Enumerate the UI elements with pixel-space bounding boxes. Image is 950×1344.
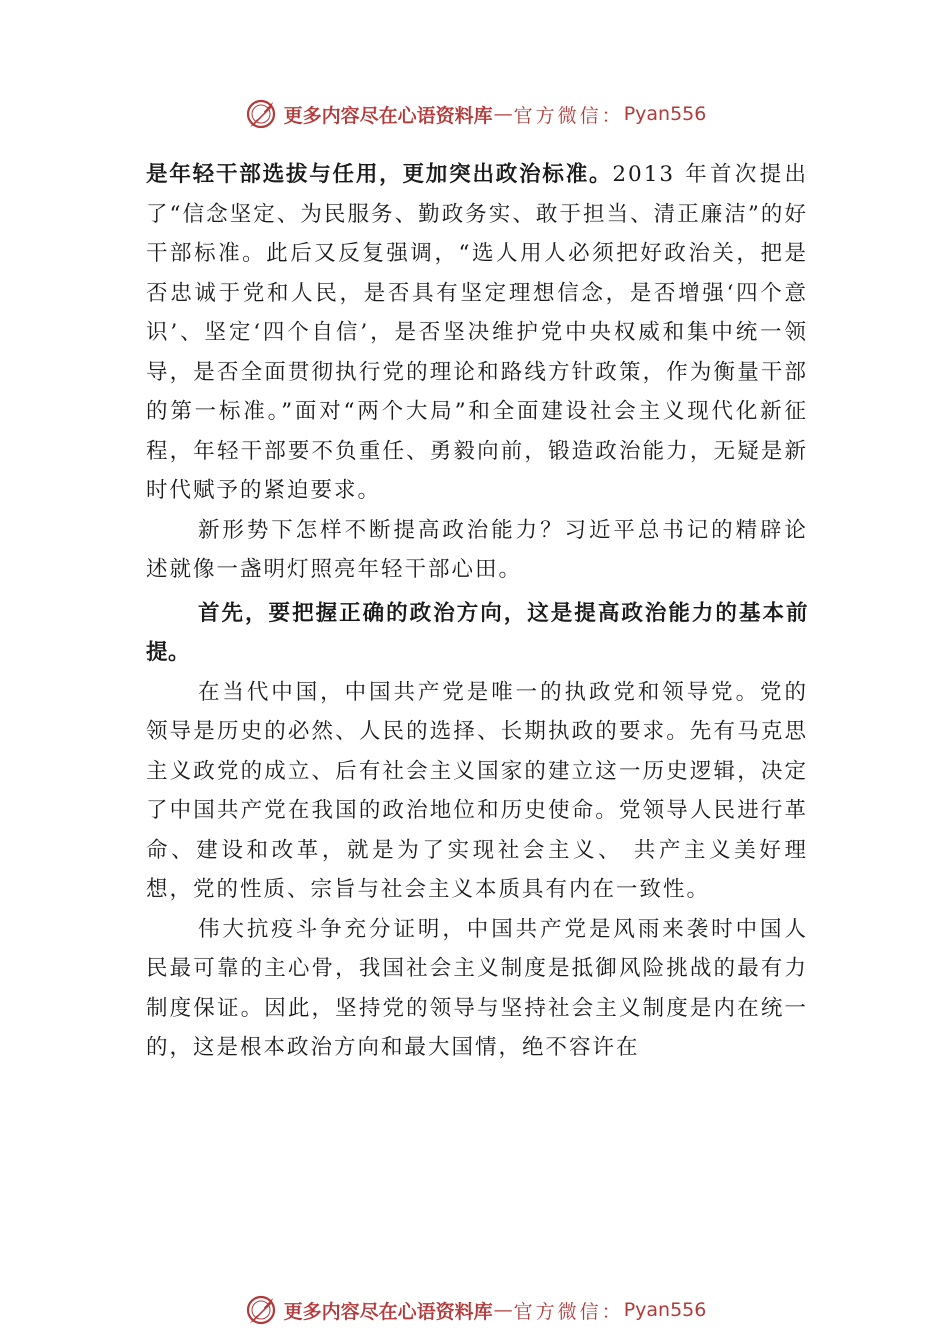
watermark-brand: 更多内容尽在心语资料库 bbox=[283, 1300, 493, 1323]
paragraph-1 bbox=[146, 155, 808, 511]
watermark-wechat-label: 官方微信： bbox=[513, 1300, 624, 1323]
paragraph-2: 新形势下怎样不断提高政治能力？习近平总书记的精辟论述就像一盏明灯照亮年轻干部心田。 bbox=[146, 517, 808, 582]
watermark-wechat-id: Pyan556 bbox=[623, 103, 707, 125]
quill-logo-icon bbox=[244, 1293, 278, 1327]
paragraph-1-text: 2013 年首次提出了“信念坚定、为民服务、勤政务实、敢于担当、清正廉洁”的好干部标准。此后又反复强调，“选人用人必须把好政治关，把是否忠诚于党和人民，是否具有坚定理想信念，是否增强‘四个意识’、坚定‘四个自信’，是否坚决维护党中央权威和集中统一领导，是否全面贯彻执行党的理论和路线方针政策，作为衡量干部的第一标准。”面对“两个大局”和全面建设社会主义现代化新征程，年轻干部要不负重任、勇毅向前，锻造政治能力，无疑是新时代赋予的紧迫要求。 bbox=[146, 162, 808, 503]
watermark-wechat-id: Pyan556 bbox=[623, 1299, 707, 1321]
watermark-wechat-label: 官方微信： bbox=[513, 104, 624, 127]
watermark-dash: — bbox=[493, 1299, 513, 1321]
watermark-brand: 更多内容尽在心语资料库 bbox=[283, 104, 493, 127]
footer-watermark bbox=[0, 1290, 950, 1330]
paragraph-1-bold-lead: 是年轻干部选拔与任用，更加突出政治标准。 bbox=[146, 162, 613, 187]
paragraph-3: 在当代中国，中国共产党是唯一的执政党和领导党。党的领导是历史的必然、人民的选择、长期执政的要求。先有马克思主义政党的成立、后有社会主义国家的建立这一历史逻辑，决定了中国共产党在我国的政治地位和历史使命。党领导人民进行革命、建设和改革，就是为了实现社会主义、 共产主义美好理想，党的性质、宗旨与社会主义本质具有内在一致性。 bbox=[146, 679, 808, 902]
header-watermark bbox=[0, 94, 950, 134]
paragraph-4: 伟大抗疫斗争充分证明，中国共产党是风雨来袭时中国人民最可靠的主心骨，我国社会主义制度是抵御风险挑战的最有力制度保证。因此，坚持党的领导与坚持社会主义制度是内在统一的，这是根本政治方向和最大国情，绝不容许在 bbox=[146, 916, 808, 1060]
quill-logo-icon bbox=[244, 97, 278, 131]
section-heading: 首先，要把握正确的政治方向，这是提高政治能力的基本前提。 bbox=[146, 600, 808, 665]
document-body bbox=[146, 155, 808, 1068]
watermark-dash: — bbox=[493, 103, 513, 125]
